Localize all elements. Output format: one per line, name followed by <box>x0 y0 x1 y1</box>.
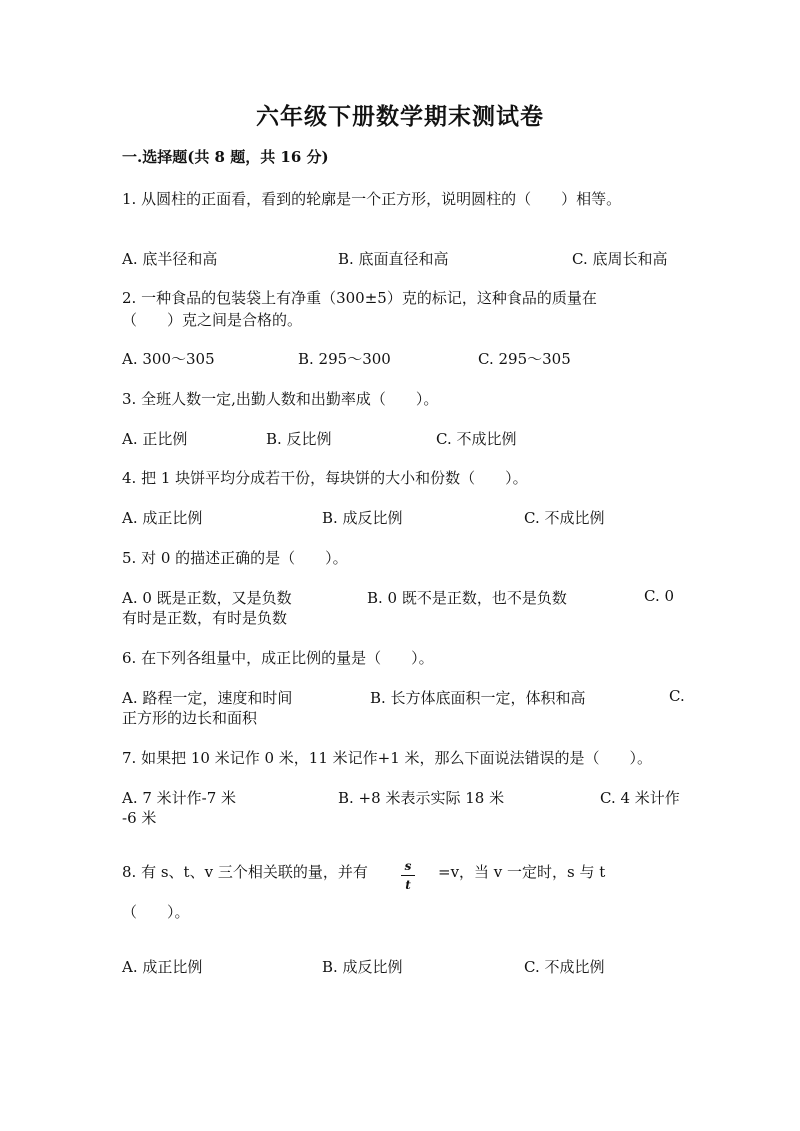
question-7-option-a[interactable]: A. 7 米计作-7 米 <box>122 789 237 807</box>
question-8-option-b[interactable]: B. 成反比例 <box>322 958 403 976</box>
question-7-option-b[interactable]: B. +8 米表示实际 18 米 <box>338 789 505 807</box>
section-heading: 一.选择题(共 8 题，共 16 分) <box>122 148 329 166</box>
question-8-stem: 8. 有 s、t、v 三个相关联的量，并有 <box>122 863 368 881</box>
question-8-stem-blank: （ ）。 <box>122 903 190 921</box>
fraction-numerator: s <box>404 859 412 873</box>
question-2-option-a[interactable]: A. 300～305 <box>122 350 215 368</box>
question-3-option-c[interactable]: C. 不成比例 <box>436 430 517 448</box>
question-5-stem: 5. 对 0 的描述正确的是（ ）。 <box>122 549 348 567</box>
fraction-s-over-t <box>401 859 415 892</box>
question-7-option-c[interactable]: C. 4 米计作 <box>600 789 680 807</box>
question-2-option-b[interactable]: B. 295～300 <box>298 350 391 368</box>
question-2-option-c[interactable]: C. 295～305 <box>478 350 571 368</box>
question-5-option-c[interactable]: C. 0 <box>644 587 675 605</box>
question-7-stem: 7. 如果把 10 米记作 0 米，11 米记作+1 米，那么下面说法错误的是（ ）。 <box>122 749 653 767</box>
fraction-denominator: t <box>405 878 411 892</box>
question-8-option-c[interactable]: C. 不成比例 <box>524 958 605 976</box>
question-3-stem: 3. 全班人数一定,出勤人数和出勤率成（ ）。 <box>122 390 439 408</box>
question-4-option-c[interactable]: C. 不成比例 <box>524 509 605 527</box>
question-6-stem: 6. 在下列各组量中，成正比例的量是（ ）。 <box>122 649 434 667</box>
question-3-option-b[interactable]: B. 反比例 <box>266 430 332 448</box>
question-5-option-b[interactable]: B. 0 既不是正数，也不是负数 <box>367 589 567 607</box>
question-8-option-a[interactable]: A. 成正比例 <box>122 958 203 976</box>
question-1-option-b[interactable]: B. 底面直径和高 <box>338 250 449 268</box>
question-7-option-c-continued: -6 米 <box>122 809 157 827</box>
question-1-stem: 1. 从圆柱的正面看，看到的轮廓是一个正方形，说明圆柱的（ ）相等。 <box>122 190 622 208</box>
page-title: 六年级下册数学期末测试卷 <box>256 103 544 130</box>
question-6-option-a[interactable]: A. 路程一定，速度和时间 <box>122 689 293 707</box>
question-6-option-b[interactable]: B. 长方体底面积一定，体积和高 <box>370 689 586 707</box>
fraction-bar <box>401 875 415 876</box>
question-1-option-a[interactable]: A. 底半径和高 <box>122 250 218 268</box>
question-1-option-c[interactable]: C. 底周长和高 <box>572 250 668 268</box>
question-6-option-c-continued: 正方形的边长和面积 <box>122 709 258 727</box>
question-2-stem-continued: （ ）克之间是合格的。 <box>122 311 303 329</box>
question-5-option-a[interactable]: A. 0 既是正数，又是负数 <box>122 589 292 607</box>
question-8-stem-continued: =v，当 v 一定时，s 与 t <box>438 863 606 881</box>
question-4-option-b[interactable]: B. 成反比例 <box>322 509 403 527</box>
question-4-option-a[interactable]: A. 成正比例 <box>122 509 203 527</box>
question-2-stem: 2. 一种食品的包装袋上有净重（300±5）克的标记，这种食品的质量在 <box>122 289 597 307</box>
question-3-option-a[interactable]: A. 正比例 <box>122 430 188 448</box>
question-6-option-c[interactable]: C. <box>669 687 685 705</box>
question-4-stem: 4. 把 1 块饼平均分成若干份，每块饼的大小和份数（ ）。 <box>122 469 528 487</box>
question-5-option-c-continued: 有时是正数，有时是负数 <box>122 609 288 627</box>
